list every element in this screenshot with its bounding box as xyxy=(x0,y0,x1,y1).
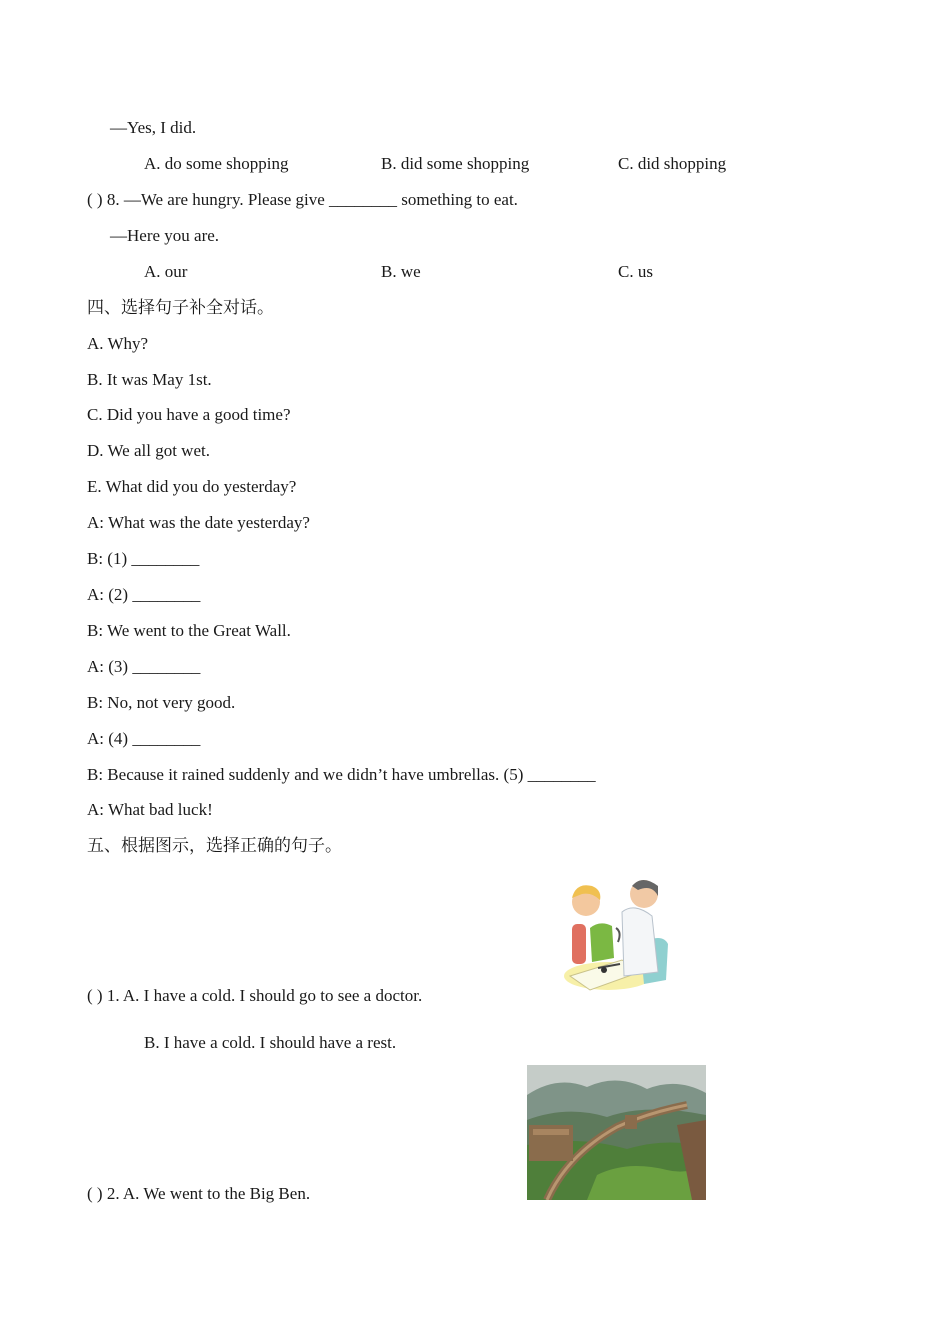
dialogue-line: B: No, not very good. xyxy=(87,693,236,712)
great-wall-icon xyxy=(527,1065,706,1200)
part5-q1-option-b: B. I have a cold. I should have a rest. xyxy=(144,1033,397,1052)
dialogue-line: A: (2) ________ xyxy=(87,585,201,604)
part5-q1-option-a: ( ) 1. A. I have a cold. I should go to see a doctor. xyxy=(87,986,423,1005)
choice-d: D. We all got wet. xyxy=(87,441,210,460)
doctor-illustration xyxy=(562,872,670,996)
dialogue-line: A: (3) ________ xyxy=(87,657,201,676)
choice-a: A. Why? xyxy=(87,334,149,353)
dialogue-line: A: What was the date yesterday? xyxy=(87,513,310,532)
q8-option-a: A. our xyxy=(144,262,188,281)
dialogue-line: A: (4) ________ xyxy=(87,729,201,748)
choice-e: E. What did you do yesterday? xyxy=(87,477,297,496)
q8-reply: —Here you are. xyxy=(110,226,220,245)
q8-option-b: B. we xyxy=(381,262,421,281)
dialogue-line: B: We went to the Great Wall. xyxy=(87,621,291,640)
q8-question: ( ) 8. —We are hungry. Please give ________ something to eat. xyxy=(87,190,518,209)
choice-b: B. It was May 1st. xyxy=(87,370,212,389)
q8-option-c: C. us xyxy=(618,262,653,281)
choice-c: C. Did you have a good time? xyxy=(87,405,291,424)
q7-option-b: B. did some shopping xyxy=(381,154,530,173)
great-wall-photo xyxy=(527,1065,706,1200)
dialogue-line: A: What bad luck! xyxy=(87,800,213,819)
part5-heading: 五、根据图示，选择正确的句子。 xyxy=(87,836,342,856)
dialogue-line: B: (1) ________ xyxy=(87,549,200,568)
part4-heading: 四、选择句子补全对话。 xyxy=(87,298,274,318)
q7-option-a: A. do some shopping xyxy=(144,154,289,173)
q7-reply: —Yes, I did. xyxy=(110,118,197,137)
part5-q2-option-a: ( ) 2. A. We went to the Big Ben. xyxy=(87,1184,311,1203)
q7-option-c: C. did shopping xyxy=(618,154,727,173)
doctor-patient-icon xyxy=(562,872,670,996)
dialogue-line: B: Because it rained suddenly and we didn’t have umbrellas. (5) ________ xyxy=(87,765,596,784)
